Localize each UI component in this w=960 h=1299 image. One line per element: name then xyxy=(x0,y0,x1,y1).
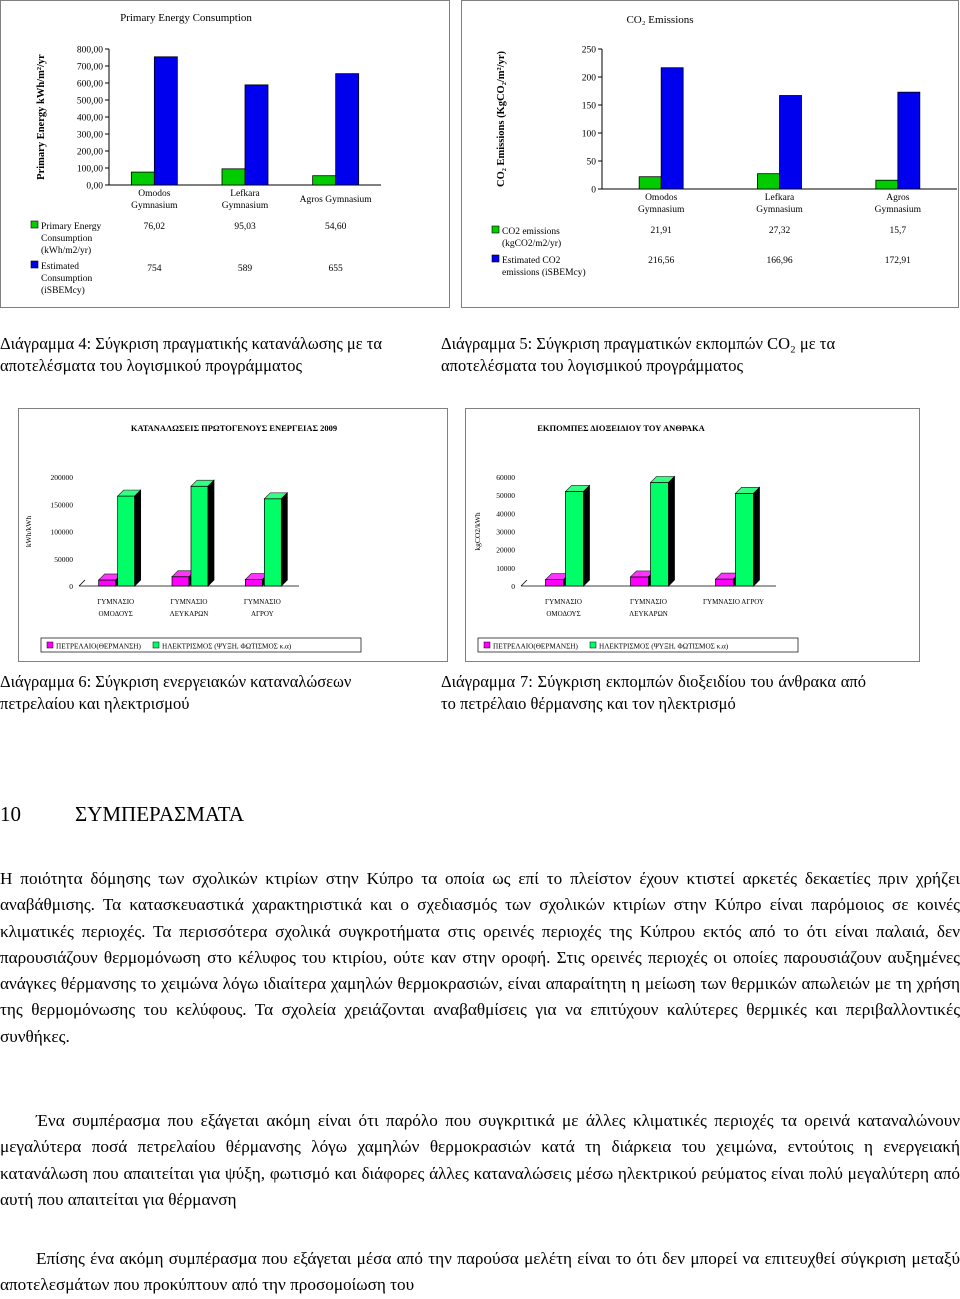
body-paragraph-2: Ένα συμπέρασμα που εξάγεται ακόμη είναι ότι παρόλο που συγκριτικά με άλλες κλιματικές περιοχές τα ορεινά καταναλώνουν μεγαλύτερα ποσά πετρελαίου θέρμανσης λόγω χαμηλών θερμοκρασιών κατά τη διάρκεια του χειμώνα, εντούτοις η ενεργειακή κατανάλωση που απαιτείται για ψύξη, φωτισμό και διάφορες άλλες καταναλώσεις μέσω ηλεκτρικού ρεύματος είναι πολύ μεγαλύτερη από αυτή που απαιτείται για θέρμανση xyxy=(0,1111,960,1209)
body-paragraph-1: Η ποιότητα δόμησης των σχολικών κτιρίων στην Κύπρο τα οποία ως επί το πλείστον έχουν κτιστεί αρκετές δεκαετίες πριν χρήζει αναβάθμισης. Τα κατασκευαστικά χαρακτηριστικά και ο σχεδιασμός των σχολικών κτιρίων στην Κύπρο είναι παρόμοιος σε κοινές κλιματικές περιοχές. Τα περισσότερα σχολικά συγκροτήματα στις ορεινές περιοχές της Κύπρου εκτός από το ότι είναι παλαιά, δεν παρουσιάζουν θερμομόνωση στο κέλυφος του κτιρίου, ούτε καν στην οροφή. Στις ορεινές περιοχές οι οποίες παρουσιάζουν αυξημένες ανάγκες θέρμανσης το χειμώνα λόγω ιδιαίτερα χαμηλών θερμοκρασιών, είναι απαραίτητη η μείωση των θερμικών απωλειών με τη χρήση της θερμομόνωσης του κελύφους. Τα σχολεία χρειάζονται αναβαθμίσεις για να επιτύχουν καλύτερες θερμικές και περιβαλλοντικές συνθήκες. xyxy=(0,869,960,1046)
category-label: Lefkara xyxy=(764,193,795,203)
legend-label: Estimated xyxy=(41,262,79,272)
data-table-value: 166,96 xyxy=(766,256,793,266)
legend-label: Consumption xyxy=(41,274,93,284)
y-tick-label: 100000 xyxy=(50,527,73,537)
category-label: Lefkara xyxy=(230,189,260,199)
co2-chart xyxy=(462,1,958,307)
energy-3d-chart xyxy=(19,409,447,661)
bar-1 xyxy=(245,85,268,185)
bar-1 xyxy=(264,499,281,586)
section-heading xyxy=(0,802,244,827)
legend-swatch-1 xyxy=(492,255,499,262)
y-tick-label: 200000 xyxy=(50,473,73,482)
y-tick-label: 30000 xyxy=(496,527,515,537)
bar-0 xyxy=(546,580,564,586)
y-tick-label: 200,00 xyxy=(76,147,103,158)
caption-diagram-5: Διάγραμμα 5: Σύγκριση πραγματικών εκπομπών CO₂ με τα αποτελέσματα του λογισμικού προγράμματος xyxy=(441,334,836,375)
floor-edge xyxy=(521,580,527,586)
energy-3d-chart-panel xyxy=(18,408,448,662)
y-tick-label: 150000 xyxy=(50,500,73,510)
data-table-value: 15,7 xyxy=(889,226,907,236)
category-label: ΑΓΡΟΥ xyxy=(250,610,274,618)
bar-0 xyxy=(172,577,189,586)
y-tick-label: 50 xyxy=(586,157,596,168)
chart-title: ΚΑΤΑΝΑΛΩΣΕΙΣ ΠΡΩΤΟΓΕΝΟΥΣ ΕΝΕΡΓΕΙΑΣ 2009 xyxy=(130,423,338,433)
y-axis-label: kgCO2/kWh xyxy=(473,512,482,551)
category-label: ΓΥΜΝΑΣΙΟ xyxy=(97,598,135,606)
legend-swatch-0 xyxy=(47,642,53,648)
data-table-value: 27,32 xyxy=(768,226,791,236)
data-table-value: 754 xyxy=(147,264,162,274)
y-tick-label: 400,00 xyxy=(76,113,103,124)
legend-label: (iSBEMcy) xyxy=(41,286,85,296)
y-tick-label: 100 xyxy=(581,129,596,140)
category-label: Gymnasium xyxy=(756,205,803,215)
legend-label: ΗΛΕΚΤΡΙΣΜΟΣ (ΨΥΞΗ, ΦΩΤΙΣΜΟΣ κ.α) xyxy=(599,642,729,651)
data-table-value: 21,91 xyxy=(650,226,672,236)
bar-side-1 xyxy=(135,490,141,586)
y-tick-label: 150 xyxy=(581,101,596,112)
bar-side-1 xyxy=(281,493,287,586)
legend-swatch-0 xyxy=(492,226,499,233)
bar-0 xyxy=(758,174,780,189)
chart-title: CO₂ Emissions xyxy=(626,14,694,26)
bar-1 xyxy=(651,482,669,586)
legend-label: (kWh/m2/yr) xyxy=(41,246,92,256)
category-label: ΓΥΜΝΑΣΙΟ xyxy=(170,598,208,606)
data-table-value: 95,03 xyxy=(234,222,256,232)
bar-0 xyxy=(631,577,649,586)
category-label: Gymnasium xyxy=(874,205,922,215)
co2-chart-panel xyxy=(461,0,959,308)
y-tick-label: 500,00 xyxy=(76,96,103,107)
bar-1 xyxy=(736,493,754,586)
y-tick-label: 40000 xyxy=(496,509,515,519)
y-tick-label: 20000 xyxy=(496,545,515,555)
legend-label: ΗΛΕΚΤΡΙΣΜΟΣ (ΨΥΞΗ, ΦΩΤΙΣΜΟΣ κ.α) xyxy=(162,642,292,651)
bar-1 xyxy=(780,96,802,189)
legend-label: CO2 emissions xyxy=(502,227,560,237)
legend-label: emissions (iSBEMcy) xyxy=(502,268,586,278)
y-tick-label: 300,00 xyxy=(76,130,103,141)
category-label: ΓΥΜΝΑΣΙΟ xyxy=(545,598,582,606)
legend-swatch-1 xyxy=(31,261,38,268)
legend-label: Primary Energy xyxy=(41,222,102,232)
y-tick-label: 600,00 xyxy=(76,79,103,90)
chart-title: ΕΚΠΟΜΠΕΣ ΔΙΟΞΕΙΔΙΟΥ ΤΟΥ ΑΝΘΡΑΚΑ xyxy=(537,423,705,433)
legend-swatch-1 xyxy=(153,642,159,648)
co2-3d-chart-panel xyxy=(465,408,920,662)
bar-1 xyxy=(118,496,135,586)
bar-1 xyxy=(661,68,683,189)
category-label: ΟΜΟΔΟΥΣ xyxy=(546,610,581,618)
category-label: Gymnasium xyxy=(131,201,178,211)
y-tick-label: 50000 xyxy=(54,554,73,564)
y-tick-label: 0 xyxy=(511,582,515,591)
legend-label: ΠΕΤΡΕΛΑΙΟ(ΘΕΡΜΑΝΣΗ) xyxy=(56,642,141,651)
y-tick-label: 60000 xyxy=(496,473,515,482)
body-paragraph-3: Επίσης ένα ακόμη συμπέρασμα που εξάγεται μέσα από την παρούσα μελέτη είναι το ότι δεν μπορεί να επιτευχθεί σύγκριση μεταξύ αποτελεσμάτων που προκύπτουν από την προσομοίωση του xyxy=(0,1249,960,1295)
bar-side-1 xyxy=(584,486,590,586)
y-tick-label: 50000 xyxy=(496,491,515,501)
bar-1 xyxy=(154,57,177,185)
y-axis-label: CO₂ Emissions (KgCO₂/m²/yr) xyxy=(496,50,507,188)
category-label: ΓΥΜΝΑΣΙΟ xyxy=(630,598,667,606)
category-label: Gymnasium xyxy=(221,201,269,211)
caption-diagram-6: Διάγραμμα 6: Σύγκριση ενεργειακών καταναλώσεων πετρελαίου και ηλεκτρισμού xyxy=(0,672,352,713)
category-label: Omodos xyxy=(138,189,171,199)
legend-label: (kgCO2/m2/yr) xyxy=(502,239,562,249)
category-label: ΓΥΜΝΑΣΙΟ ΑΓΡΟΥ xyxy=(702,598,765,606)
y-axis-label: Primary Energy kWh/m²/yr xyxy=(36,54,47,180)
bar-0 xyxy=(99,580,116,586)
y-tick-label: 10000 xyxy=(496,563,515,573)
legend-swatch-1 xyxy=(590,642,596,648)
bar-side-1 xyxy=(208,480,214,586)
y-tick-label: 0 xyxy=(69,582,73,591)
data-table-value: 172,91 xyxy=(884,256,911,266)
category-label: ΛΕΥΚΑΡΩΝ xyxy=(629,610,668,618)
bar-0 xyxy=(131,172,154,185)
legend-swatch-0 xyxy=(31,221,38,228)
category-label: ΛΕΥΚΑΡΩΝ xyxy=(169,610,209,618)
bar-0 xyxy=(245,579,262,586)
data-table-value: 589 xyxy=(237,264,253,274)
category-label: ΓΥΜΝΑΣΙΟ xyxy=(243,598,281,606)
legend-label: Estimated CO2 xyxy=(502,256,561,266)
bar-side-1 xyxy=(669,476,675,586)
y-tick-label: 250 xyxy=(581,45,596,56)
bar-0 xyxy=(222,169,245,185)
energy-chart-panel xyxy=(0,0,450,308)
chart-title: Primary Energy Consumption xyxy=(120,12,252,24)
energy-chart xyxy=(1,1,449,307)
bar-0 xyxy=(639,177,661,189)
data-table-value: 54,60 xyxy=(324,222,347,232)
y-axis-label: kWh/kWh xyxy=(24,515,33,548)
bar-1 xyxy=(898,92,920,189)
caption-diagram-7: Διάγραμμα 7: Σύγκριση εκπομπών διοξειδίου του άνθρακα από το πετρέλαιο θέρμανσης και τον ηλεκτρισμό xyxy=(441,672,866,713)
category-label: Agros Gymnasium xyxy=(299,195,372,205)
bar-0 xyxy=(876,180,898,189)
legend-label: ΠΕΤΡΕΛΑΙΟ(ΘΕΡΜΑΝΣΗ) xyxy=(493,642,578,651)
data-table-value: 76,02 xyxy=(143,222,166,232)
y-tick-label: 800,00 xyxy=(76,45,103,56)
bar-side-1 xyxy=(754,487,760,586)
bar-0 xyxy=(716,579,734,586)
bar-0 xyxy=(313,176,336,185)
legend-label: Consumption xyxy=(41,234,93,244)
bar-1 xyxy=(191,486,208,586)
bar-1 xyxy=(336,74,359,185)
y-tick-label: 0,00 xyxy=(86,181,103,192)
category-label: Gymnasium xyxy=(637,205,685,215)
y-tick-label: 100,00 xyxy=(76,164,103,175)
co2-3d-chart xyxy=(466,409,919,661)
section-title: ΣΥΜΠΕΡΑΣΜΑΤΑ xyxy=(75,802,245,826)
category-label: ΟΜΟΔΟΥΣ xyxy=(98,610,133,618)
section-number: 10 xyxy=(0,802,21,826)
y-tick-label: 700,00 xyxy=(76,62,103,73)
data-table-value: 655 xyxy=(328,264,343,274)
y-tick-label: 200 xyxy=(581,73,596,84)
y-tick-label: 0 xyxy=(591,185,596,196)
caption-diagram-4: Διάγραμμα 4: Σύγκριση πραγματικής κατανάλωσης με τα αποτελέσματα του λογισμικού προγράμματος xyxy=(0,334,383,375)
category-label: Agros xyxy=(886,193,910,203)
floor-edge xyxy=(79,580,85,586)
legend-swatch-0 xyxy=(484,642,490,648)
data-table-value: 216,56 xyxy=(648,256,675,266)
category-label: Omodos xyxy=(645,193,678,203)
bar-1 xyxy=(566,492,584,586)
